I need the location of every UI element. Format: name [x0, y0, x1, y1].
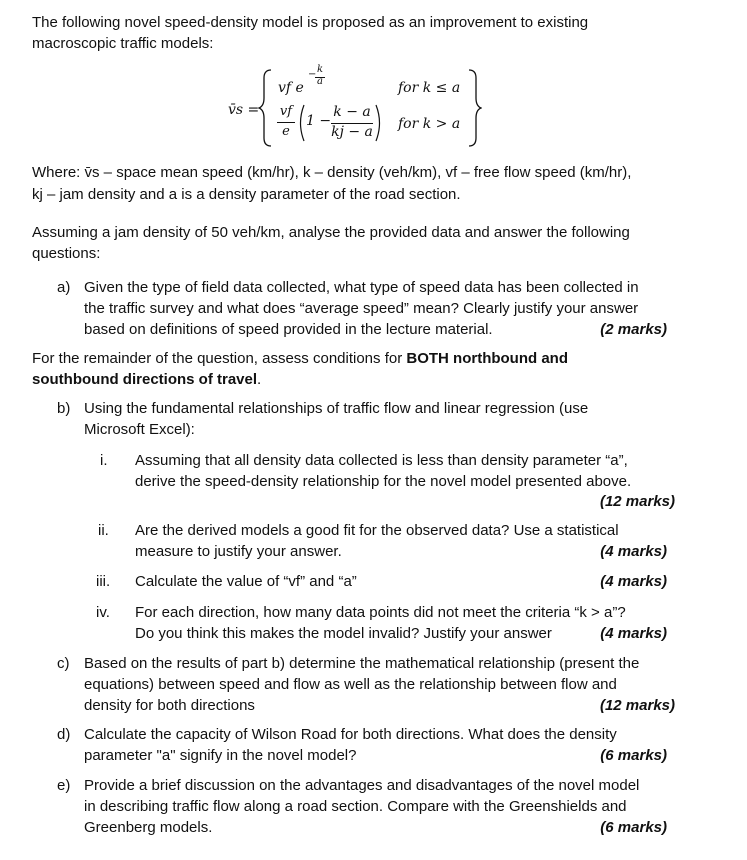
intro-line-1: The following novel speed-density model is proposed as an improvement to existing — [32, 14, 589, 31]
case2-coef-bar — [277, 122, 295, 123]
qb-ii-marks: (4 marks) — [600, 543, 667, 560]
case1-exponent-den: a — [317, 76, 323, 87]
qb-i-line-2: derive the speed-density relationship for the novel model presented above. — [135, 473, 632, 490]
qb-iv-marks: (4 marks) — [600, 625, 667, 642]
qe-line-3: Greenberg models. — [84, 819, 213, 836]
remainder-line-1 — [32, 348, 568, 369]
qb-iv-line-2: Do you think this makes the model invalid? Justify your answer — [135, 625, 552, 642]
case2-frac-den: kj − a — [331, 124, 373, 140]
assume-line-1: Assuming a jam density of 50 veh/km, analyse the provided data and answer the following — [32, 224, 630, 241]
remainder-line-2 — [32, 369, 261, 390]
where-line-2: kj – jam density and a is a density parameter of the road section. — [32, 186, 461, 203]
qd-line-2: parameter "a" signify in the novel model? — [84, 747, 357, 764]
intro-line-2: macroscopic traffic models: — [32, 35, 214, 52]
case2-frac-num: k − a — [333, 104, 371, 120]
qd-line-1: Calculate the capacity of Wilson Road for both directions. What does the density — [84, 726, 617, 743]
qe-label: e) — [57, 777, 71, 794]
case2-coef-num: vf — [279, 104, 293, 119]
qd-marks: (6 marks) — [600, 747, 667, 764]
case1-exponent-minus: − — [308, 69, 317, 80]
remainder-bold-1: BOTH northbound and — [406, 350, 569, 367]
qb-label: b) — [57, 400, 71, 417]
case1-condition: for k ≤ a — [398, 80, 461, 96]
case2-coef-den: e — [282, 124, 290, 139]
qb-ii-line-1: Are the derived models a good fit for the observed data? Use a statistical — [135, 522, 619, 539]
case2-condition: for k > a — [398, 116, 461, 132]
qc-label: c) — [57, 655, 70, 672]
qc-line-3: density for both directions — [84, 697, 255, 714]
equation-lhs: v̄s = — [228, 102, 260, 118]
left-brace — [258, 68, 274, 148]
qe-line-2: in describing traffic flow along a road section. Compare with the Greenshields and — [84, 798, 627, 815]
right-paren — [374, 103, 384, 143]
qa-label: a) — [57, 279, 71, 296]
qe-marks: (6 marks) — [600, 819, 667, 836]
qa-line-2: the traffic survey and what does “average speed” mean? Clearly justify your answer — [84, 300, 639, 317]
qa-marks: (2 marks) — [600, 321, 667, 338]
qc-line-2: equations) between speed and flow as well as the relationship between flow and — [84, 676, 617, 693]
case1-expression: vf e — [278, 80, 304, 96]
qc-line-1: Based on the results of part b) determine the mathematical relationship (present the — [84, 655, 640, 672]
qb-i-line-1: Assuming that all density data collected is less than density parameter “a”, — [135, 452, 628, 469]
qe-line-1: Provide a brief discussion on the advantages and disadvantages of the novel model — [84, 777, 640, 794]
remainder-text: For the remainder of the question, assess conditions for — [32, 350, 407, 367]
qb-i-label: i. — [100, 452, 108, 469]
where-line-1: Where: v̄s – space mean speed (km/hr), k – density (veh/km), vf – free flow speed (km/hr), — [32, 164, 632, 181]
case2-one-minus: 1 − — [306, 113, 332, 129]
qb-line-2: Microsoft Excel): — [84, 421, 195, 438]
qb-iii-label: iii. — [96, 573, 111, 590]
qb-ii-label: ii. — [98, 522, 109, 539]
qa-line-1: Given the type of field data collected, what type of speed data has been collected in — [84, 279, 639, 296]
left-paren — [296, 103, 306, 143]
qb-iii-marks: (4 marks) — [600, 573, 667, 590]
qc-marks: (12 marks) — [599, 697, 675, 714]
remainder-bold-2: southbound directions of travel — [32, 371, 258, 388]
qa-line-3: based on definitions of speed provided in the lecture material. — [84, 321, 493, 338]
qb-i-marks: (12 marks) — [599, 493, 675, 510]
qb-line-1: Using the fundamental relationships of traffic flow and linear regression (use — [84, 400, 589, 417]
right-brace — [466, 68, 482, 148]
qb-ii-line-2: measure to justify your answer. — [135, 543, 342, 560]
qd-label: d) — [57, 726, 71, 743]
case1-exponent-num: k — [316, 64, 324, 75]
assume-line-2: questions: — [32, 245, 101, 262]
qb-iv-line-1: For each direction, how many data points did not meet the criteria “k > a”? — [135, 604, 626, 621]
remainder-period: . — [257, 371, 262, 388]
qb-iv-label: iv. — [96, 604, 110, 621]
qb-iii-line-1: Calculate the value of “vf” and “a” — [135, 573, 357, 590]
